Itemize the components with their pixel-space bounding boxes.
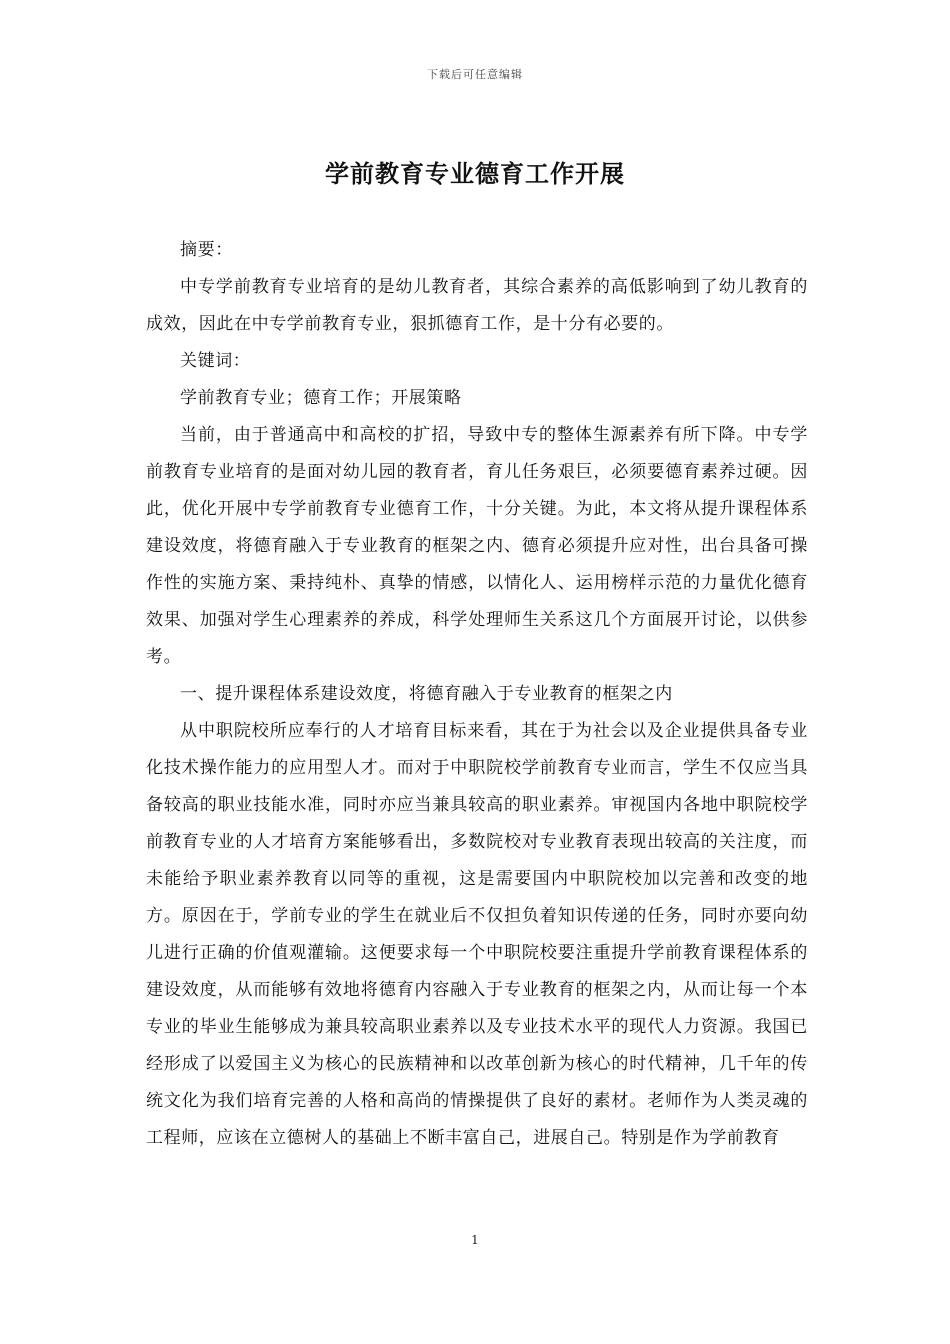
document-title: 学前教育专业德育工作开展 [325,160,625,188]
abstract-heading: 摘要： [180,240,233,260]
section-1-paragraph: 从中职院校所应奉行的人才培育目标来看，其在于为社会以及企业提供具备专业化技术操作能力的应用型人才。而对于中职院校学前教育专业而言，学生不仅应当具备较高的职业技能水准，同时亦应当兼具较高的职业素养。审视国内各地中职院校学前教育专业的人才培育方案能够看出，多数院校对专业教育表现出较高的关注度，而未能给予职业素养教育以同等的重视，这是需要国内中职院校加以完善和改变的地方。原因在于，学前专业的学生在就业后不仅担负着知识传递的任务，同时亦要向幼儿进行正确的价值观灌输。这便要求每一个中职院校要注重提升学前教育课程体系的建设效度，从而能够有效地将德育内容融入于专业教育的框架之内，从而让每一个本专业的毕业生能够成为兼具较高职业素养以及专业技术水平的现代人力资源。我国已经形成了以爱国主义为核心的民族精神和以改革创新为核心的时代精神，几千年的传统文化为我们培育完善的人格和高尚的情操提供了良好的素材。老师作为人类灵魂的工程师，应该在立德树人的基础上不断丰富自己，进展自己。特别是作为学前教育 [146,721,808,1148]
keywords-text: 学前教育专业；德育工作；开展策略 [180,388,462,408]
intro-paragraph: 当前，由于普通高中和高校的扩招，导致中专的整体生源素养有所下降。中专学前教育专业培育的是面对幼儿园的教育者，育儿任务艰巨，必须要德育素养过硬。因此，优化开展中专学前教育专业德育工作，十分关键。为此，本文将从提升课程体系建设效度，将德育融入于专业教育的框架之内、德育必须提升应对性，出台具备可操作性的实施方案、秉持纯朴、真挚的情感，以情化人、运用榜样示范的力量优化德育效果、加强对学生心理素养的养成，科学处理师生关系这几个方面展开讨论，以供参考。 [146,425,808,667]
abstract-text: 中专学前教育专业培育的是幼儿教育者，其综合素养的高低影响到了幼儿教育的成效，因此在中专学前教育专业，狠抓德育工作，是十分有必要的。 [146,277,808,334]
document-body [146,232,808,1157]
header-note: 下载后可任意编辑 [427,68,523,81]
keywords-heading: 关键词： [180,351,251,371]
section-heading-1: 一、提升课程体系建设效度，将德育融入于专业教育的框架之内 [180,684,673,704]
page-number: 1 [471,1233,479,1247]
